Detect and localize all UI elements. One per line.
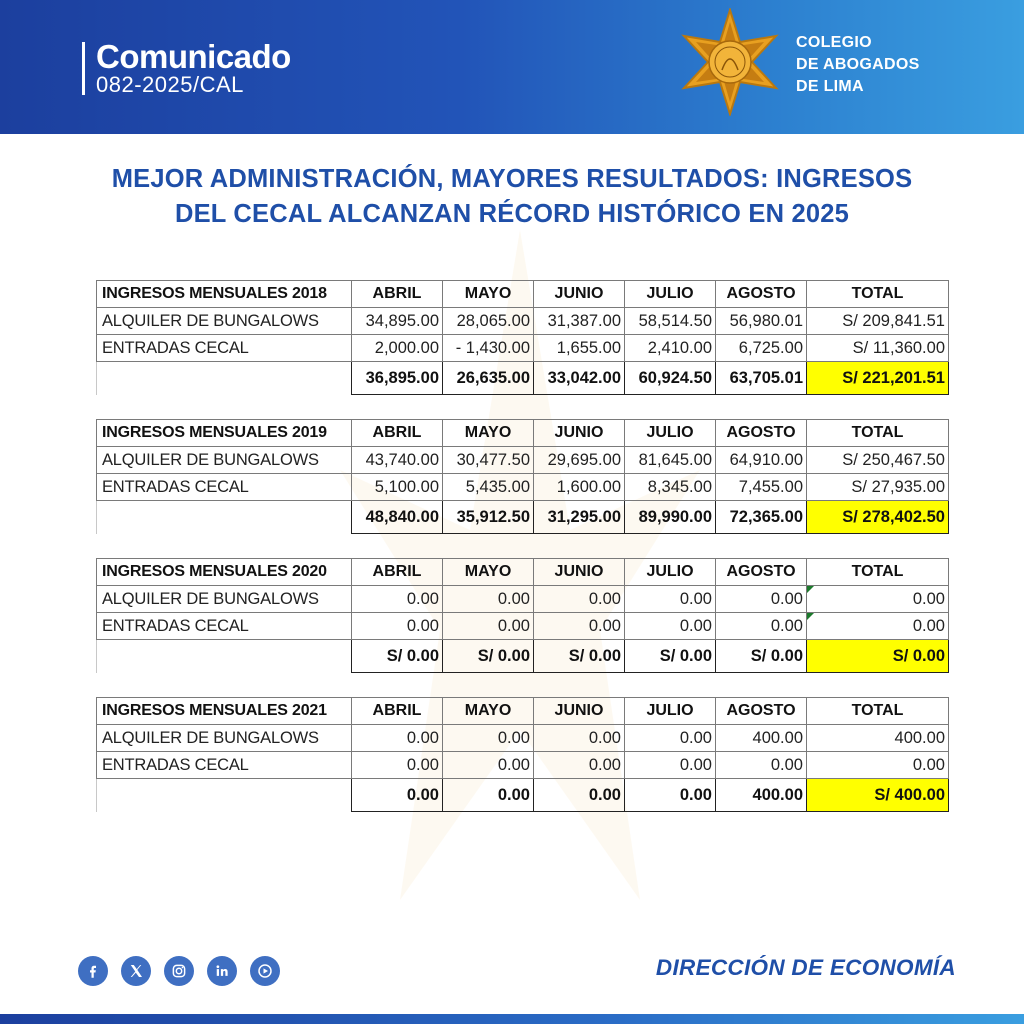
column-total: 36,895.00 [352,362,443,395]
title-divider [82,42,85,95]
table-title: INGRESOS MENSUALES 2018 [97,281,352,308]
cell-value: 1,600.00 [534,474,625,501]
totals-row-spacer [97,362,352,395]
column-header: ABRIL [352,698,443,725]
column-header: ABRIL [352,420,443,447]
table-spacer [96,395,948,419]
income-table-2018 [96,280,949,395]
table-title: INGRESOS MENSUALES 2020 [97,559,352,586]
column-header: ABRIL [352,559,443,586]
cell-value: 400.00 [716,725,807,752]
column-header: JUNIO [534,420,625,447]
grand-total: S/ 400.00 [807,779,949,812]
cal-star-logo-icon [678,8,782,116]
cell-value: 8,345.00 [625,474,716,501]
totals-row-spacer [97,501,352,534]
cell-value: 28,065.00 [443,308,534,335]
cell-value: 7,455.00 [716,474,807,501]
cell-value: 1,655.00 [534,335,625,362]
table-row [97,447,949,474]
cell-value: 0.00 [443,752,534,779]
table-spacer [96,673,948,697]
cell-value: 0.00 [534,586,625,613]
totals-row-spacer [97,640,352,673]
column-header: TOTAL [807,420,949,447]
row-total: 400.00 [807,725,949,752]
column-header: JUNIO [534,281,625,308]
column-header: AGOSTO [716,281,807,308]
row-total: 0.00 [807,613,949,640]
footer-bar [0,1014,1024,1024]
org-line-3: DE LIMA [796,78,864,95]
column-header: JULIO [625,281,716,308]
cell-value: 0.00 [352,725,443,752]
organization-name [796,32,920,98]
income-table-2019 [96,419,949,534]
document-number: 082-2025/CAL [96,72,244,97]
facebook-icon[interactable] [78,956,108,986]
row-total: S/ 27,935.00 [807,474,949,501]
grand-total: S/ 221,201.51 [807,362,949,395]
row-label: ENTRADAS CECAL [97,474,352,501]
column-total: 33,042.00 [534,362,625,395]
x-twitter-icon[interactable] [121,956,151,986]
cell-value: 2,000.00 [352,335,443,362]
column-total: 60,924.50 [625,362,716,395]
row-total: 0.00 [807,752,949,779]
column-total: 48,840.00 [352,501,443,534]
row-total: S/ 11,360.00 [807,335,949,362]
header-banner [0,0,1024,134]
column-total: 400.00 [716,779,807,812]
row-total: S/ 250,467.50 [807,447,949,474]
cell-value: - 1,430.00 [443,335,534,362]
cell-value: 2,410.00 [625,335,716,362]
cell-value: 0.00 [534,752,625,779]
income-tables [96,280,948,812]
headline-line-1: MEJOR ADMINISTRACIÓN, MAYORES RESULTADOS: INGRESOS [111,165,913,193]
column-total: 35,912.50 [443,501,534,534]
cell-value: 0.00 [443,725,534,752]
table-row [97,586,949,613]
cell-value: 0.00 [443,613,534,640]
totals-row [97,640,949,673]
cell-value: 43,740.00 [352,447,443,474]
row-label: ALQUILER DE BUNGALOWS [97,447,352,474]
column-total: 0.00 [534,779,625,812]
cell-value: 58,514.50 [625,308,716,335]
column-header: JUNIO [534,559,625,586]
totals-row [97,501,949,534]
table-row [97,725,949,752]
table-row [97,613,949,640]
table-row [97,474,949,501]
table-row [97,308,949,335]
cell-value: 0.00 [443,586,534,613]
cell-value: 30,477.50 [443,447,534,474]
cell-value: 0.00 [716,586,807,613]
totals-row [97,362,949,395]
cell-value: 34,895.00 [352,308,443,335]
column-header: AGOSTO [716,559,807,586]
footer-department: DIRECCIÓN DE ECONOMÍA [655,955,956,980]
row-label: ENTRADAS CECAL [97,613,352,640]
cell-value: 0.00 [352,586,443,613]
column-header: ABRIL [352,281,443,308]
income-table-2021 [96,697,949,812]
headline-line-2: DEL CECAL ALCANZAN RÉCORD HISTÓRICO EN 2025 [174,200,850,228]
cell-value: 0.00 [352,752,443,779]
cell-value: 0.00 [625,752,716,779]
cell-value: 6,725.00 [716,335,807,362]
column-total: S/ 0.00 [716,640,807,673]
cell-value: 0.00 [625,586,716,613]
cell-value: 5,100.00 [352,474,443,501]
column-total: 63,705.01 [716,362,807,395]
cell-value: 0.00 [534,725,625,752]
table-title: INGRESOS MENSUALES 2019 [97,420,352,447]
cell-value: 5,435.00 [443,474,534,501]
column-total: 72,365.00 [716,501,807,534]
column-total: 0.00 [625,779,716,812]
income-table-2020 [96,558,949,673]
row-label: ALQUILER DE BUNGALOWS [97,725,352,752]
column-header: TOTAL [807,559,949,586]
column-header: JUNIO [534,698,625,725]
table-header-row [97,281,949,308]
cell-value: 0.00 [352,613,443,640]
cell-value: 0.00 [625,725,716,752]
table-spacer [96,534,948,558]
column-header: TOTAL [807,281,949,308]
page-title: Comunicado [96,38,291,75]
column-header: MAYO [443,420,534,447]
cell-value: 64,910.00 [716,447,807,474]
table-header-row [97,559,949,586]
row-label: ENTRADAS CECAL [97,335,352,362]
totals-row [97,779,949,812]
instagram-icon[interactable] [164,956,194,986]
column-total: 89,990.00 [625,501,716,534]
column-total: S/ 0.00 [534,640,625,673]
column-total: 31,295.00 [534,501,625,534]
column-total: 26,635.00 [443,362,534,395]
column-header: TOTAL [807,698,949,725]
column-total: S/ 0.00 [625,640,716,673]
totals-row-spacer [97,779,352,812]
column-total: S/ 0.00 [443,640,534,673]
cell-value: 56,980.01 [716,308,807,335]
column-header: AGOSTO [716,698,807,725]
table-row [97,335,949,362]
column-header: AGOSTO [716,420,807,447]
row-label: ENTRADAS CECAL [97,752,352,779]
table-header-row [97,698,949,725]
table-title: INGRESOS MENSUALES 2021 [97,698,352,725]
column-header: MAYO [443,559,534,586]
social-links [78,956,280,986]
linkedin-icon[interactable] [207,956,237,986]
row-total: S/ 209,841.51 [807,308,949,335]
grand-total: S/ 0.00 [807,640,949,673]
org-line-1: COLEGIO [796,34,872,51]
column-total: S/ 0.00 [352,640,443,673]
column-header: MAYO [443,281,534,308]
row-total: 0.00 [807,586,949,613]
cell-value: 0.00 [625,613,716,640]
column-header: JULIO [625,698,716,725]
headline [40,162,984,232]
cell-value: 29,695.00 [534,447,625,474]
cell-value: 81,645.00 [625,447,716,474]
youtube-play-icon[interactable] [250,956,280,986]
column-header: MAYO [443,698,534,725]
cell-value: 0.00 [716,752,807,779]
cell-value: 0.00 [716,613,807,640]
row-label: ALQUILER DE BUNGALOWS [97,308,352,335]
table-row [97,752,949,779]
grand-total: S/ 278,402.50 [807,501,949,534]
column-header: JULIO [625,420,716,447]
column-total: 0.00 [352,779,443,812]
cell-value: 0.00 [534,613,625,640]
table-header-row [97,420,949,447]
org-line-2: DE ABOGADOS [796,56,920,73]
row-label: ALQUILER DE BUNGALOWS [97,586,352,613]
column-total: 0.00 [443,779,534,812]
column-header: JULIO [625,559,716,586]
cell-value: 31,387.00 [534,308,625,335]
